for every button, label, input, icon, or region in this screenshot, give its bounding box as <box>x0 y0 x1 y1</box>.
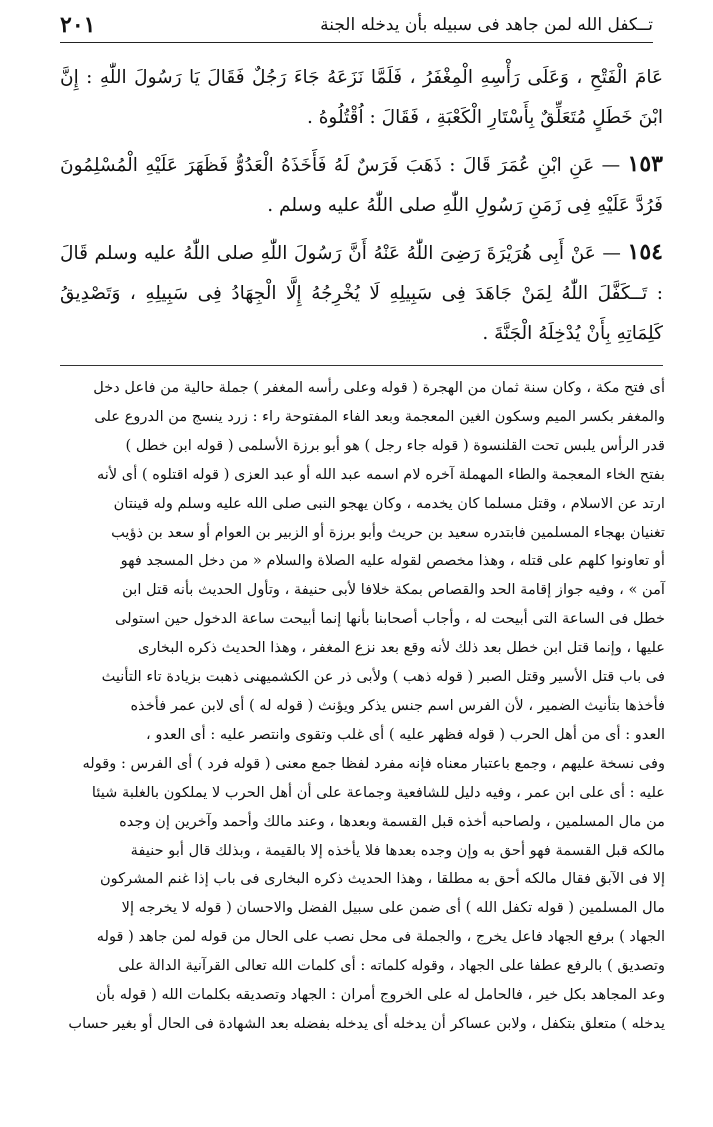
commentary-line: العدو : أى من أهل الحرب ( قوله فظهر عليه ) أى غلب وتقوى وانتصر عليه : أى العدو ، <box>145 725 665 743</box>
commentary-line: تغنيان بهجاء المسلمين فابتدره سعيد بن حريث وأبو برزة أو الزبير بن العوام أو سعد بن ذؤيب <box>111 523 665 541</box>
commentary-line: يدخله ) متعلق بتكفل ، ولابن عساكر أن يدخله أى يدخله بفضله بعد الشهادة فى الحال أو بغير حساب <box>68 1014 665 1032</box>
hadith-text-section <box>60 58 663 354</box>
hadith-continuation: عَامَ الْفَتْحِ ، وَعَلَى رَأْسِهِ الْمِغْفَرُ ، فَلَمَّا نَزَعَهُ جَاءَ رَجُلٌ فَقَالَ يَا رَسُولَ اللّٰهِ : إِنَّ ابْنَ خَطَلٍ مُتَعَلِّقٌ بِأَسْتَارِ الْكَعْبَةِ ، فَقَالَ : اُقْتُلُوهُ . <box>60 67 663 128</box>
commentary-line: وفى نسخة عليهم ، وجمع باعتبار معناه فإنه مفرد لفظا جمع معنى ( قوله فرد ) أى الفرس : وقوله <box>82 754 665 772</box>
hadith-154 <box>60 232 663 354</box>
commentary-line: وتصديق ) بالرفع عطفا على الجهاد ، وقوله كلماته : أى كلمات الله تعالى القرآنية الدالة على <box>118 957 665 975</box>
section-divider <box>60 365 663 366</box>
hadith-153 <box>60 144 663 226</box>
commentary-line: فأخذها بتأنيث الضمير ، لأن الفرس اسم جنس يذكر ويؤنث ( قوله له ) أى لابن عمر فأخذه <box>130 696 665 714</box>
commentary-section <box>54 374 665 1039</box>
hadith-body: — عَنْ أَبِى هُرَيْرَةَ رَضِىَ اللّٰهُ عَنْهُ أَنَّ رَسُولَ اللّٰهِ صلى اللّٰهُ عليه وسلم قَالَ : تَــكَفَّلَ اللّٰهُ لِمَنْ جَاهَدَ فِى سَبِيلِهِ لَا يُخْرِجُهُ إِلَّا الْجِهَادُ فِى سَبِيلِهِ ، وَتَصْدِيقُ كَلِمَاتِهِ بِأَنْ يُدْخِلَهُ الْجَنَّةَ . <box>60 243 663 344</box>
commentary-line: عليها ، وإنما قتل ابن خطل بعد ذلك لأنه وقع بعد نزع المغفر ، وهذا الحديث ذكره البخارى <box>138 639 665 657</box>
page-number: ٢٠١ <box>60 12 96 38</box>
commentary-line: أى فتح مكة ، وكان سنة ثمان من الهجرة ( قوله وعلى رأسه المغفر ) جملة حالية من فاعل دخل <box>93 379 665 396</box>
commentary-line: بفتح الخاء المعجمة والطاء المهملة آخره لام اسمه عبد الله أو عبد العزى ( قوله اقتلوه ) أى لأنه <box>96 465 665 483</box>
commentary-line: قدر الرأس يلبس تحت القلنسوة ( قوله جاء رجل ) هو أبو برزة الأسلمى ( قوله ابن خطل ) <box>125 436 665 454</box>
commentary-line: آمن » ، وفيه جواز إقامة الحد والقصاص بمكة خلافا لأبى حنيفة ، وتأول الحديث بأنه قتل ابن <box>122 581 665 599</box>
hadith-number: ١٥٣ <box>627 151 663 177</box>
commentary-line: مال المسلمين ( قوله تكفل الله ) أى ضمن على سبيل الفضل والاحسان ( قوله لا يخرجه إلا <box>121 899 665 917</box>
hadith-number: ١٥٤ <box>627 239 663 265</box>
running-header <box>60 8 653 43</box>
commentary-line: فى باب قتل الأسير وقتل الصبر ( قوله ذهب ) ولأبى ذر عن الكشميهنى ذهبت بزيادة تاء التأنيث <box>101 668 665 686</box>
commentary-line: والمغفر بكسر الميم وسكون الغين المعجمة وبعد الفاء المفتوحة راء : زرد ينسج من الدروع على <box>94 407 665 425</box>
chapter-title: تــكفل الله لمن جاهد فى سبيله بأن يدخله الجنة <box>320 15 653 35</box>
commentary-line: وعد المجاهد بكل خير ، فالحامل له على الخروج أمران : الجهاد وتصديقه بكلمات الله ( قوله بأن <box>95 986 665 1004</box>
commentary-line: من مال المسلمين ، ولصاحبه أخذه قبل القسمة وبعدها ، وعند مالك وأحمد وآخرين إن وجده <box>119 812 665 830</box>
commentary-line: عليه : أى على ابن عمر ، وفيه دليل للشافعية وجماعة على أن أهل الحرب لا يملكون بالغلبة شيئا <box>91 783 665 801</box>
commentary-line: ارتد عن الاسلام ، وقتل مسلما كان يخدمه ، وكان يهجو النبى صلى الله عليه وسلم وله قينتان <box>113 494 665 512</box>
commentary-line: إلا فى الآبق فقال مالكه أحق به مطلقا ، وهذا الحديث ذكره البخارى فى باب إذا غنم المشركون <box>99 870 665 888</box>
commentary-line: مالكه قبل القسمة فهو أحق به وإن وجده بعدها فلا يأخذه إلا بالقيمة ، وبذلك قال أبو حنيفة <box>130 841 665 859</box>
commentary-line: أو تعاونوا كلهم على قتله ، وهذا مخصص لقوله عليه الصلاة والسلام « من دخل المسجد فهو <box>120 552 665 570</box>
commentary-line: خطل فى الساعة التى أبيحت له ، وأجاب أصحابنا بأنها إنما أبيحت ساعة الدخول حين استولى <box>114 610 665 628</box>
commentary-line: الجهاد ) برفع الجهاد فاعل يخرج ، والجملة فى محل نصب على الحال من قوله لمن جاهد ( قوله <box>96 928 665 946</box>
hadith-body: — عَنِ ابْنِ عُمَرَ قَالَ : ذَهَبَ فَرَسٌ لَهُ فَأَخَذَهُ الْعَدُوُّ فَظَهَرَ عَلَيْهِ الْمُسْلِمُونَ فَرُدَّ عَلَيْهِ فِى زَمَنِ رَسُولِ اللّٰهِ صلى اللّٰهُ عليه وسلم . <box>60 155 663 216</box>
